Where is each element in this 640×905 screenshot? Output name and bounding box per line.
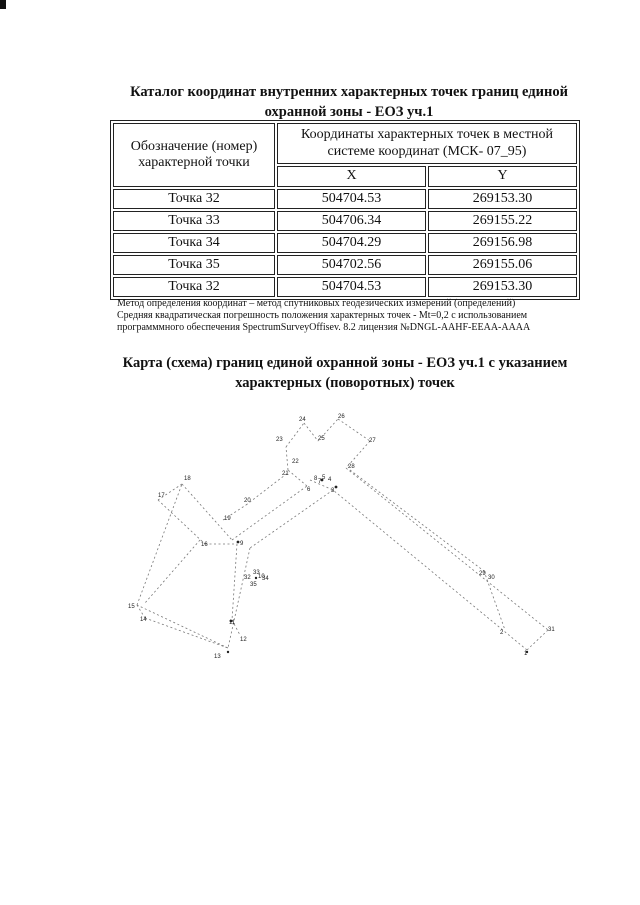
point-label-35: 35	[250, 582, 257, 588]
point-label-21: 21	[282, 471, 289, 477]
point-marker	[227, 651, 229, 653]
point-label-34: 34	[262, 576, 269, 582]
internal-line	[145, 618, 228, 648]
row-y: 269156.98	[428, 233, 577, 253]
map-title: Карта (схема) границ единой охранной зоны - ЕОЗ уч.1 с указанием характерных (поворотных) точек	[122, 355, 568, 391]
point-marker	[335, 486, 338, 489]
point-label-12: 12	[240, 637, 247, 643]
header-y: Y	[428, 166, 577, 187]
point-marker	[255, 577, 257, 579]
boundary-segment	[286, 423, 304, 447]
point-label-29: 29	[479, 571, 486, 577]
header-x: X	[277, 166, 426, 187]
boundary-segment	[137, 484, 182, 605]
boundary-segment	[288, 470, 307, 486]
boundary-lines	[137, 419, 548, 650]
boundary-segment	[338, 419, 370, 441]
row-point: Точка 34	[113, 233, 275, 253]
row-point: Точка 33	[113, 211, 275, 231]
point-label-30: 30	[488, 575, 495, 581]
boundary-segment	[527, 630, 548, 650]
point-markers	[227, 479, 528, 654]
point-labels	[128, 414, 555, 660]
boundary-segment	[346, 468, 548, 630]
row-y: 269153.30	[428, 277, 577, 297]
point-label-32: 32	[244, 575, 251, 581]
row-x: 504704.53	[277, 277, 426, 297]
row-x: 504706.34	[277, 211, 426, 231]
boundary-segment	[304, 423, 318, 441]
point-label-3: 3	[331, 488, 335, 494]
point-label-22: 22	[292, 459, 299, 465]
point-label-31: 31	[548, 627, 555, 633]
point-label-23: 23	[276, 437, 283, 443]
boundary-segment	[250, 490, 333, 548]
header-point-designation: Обозначение (номер) характерной точки	[113, 123, 275, 187]
point-label-2: 2	[500, 630, 504, 636]
point-label-14: 14	[140, 617, 147, 623]
point-label-15: 15	[128, 604, 135, 610]
row-y: 269153.30	[428, 189, 577, 209]
point-label-1: 1	[524, 651, 528, 657]
row-y: 269155.06	[428, 255, 577, 275]
point-label-5: 5	[322, 475, 326, 481]
point-label-28: 28	[348, 464, 355, 470]
note-accuracy: Средняя квадратическая погрешность положения характерных точек - Mt=0,2 с использованием программмного обеспечения SpectrumSurveyOffisev. 8.2 лицензия №DNGL-AAHF-EEAA-AAAA	[117, 310, 531, 333]
point-label-8: 8	[314, 476, 318, 482]
point-label-10: 10	[258, 574, 265, 580]
point-label-18: 18	[184, 476, 191, 482]
point-label-6: 6	[307, 487, 311, 493]
point-label-24: 24	[299, 417, 306, 423]
row-x: 504704.29	[277, 233, 426, 253]
row-y: 269155.22	[428, 211, 577, 231]
point-label-20: 20	[244, 498, 251, 504]
point-label-9: 9	[240, 541, 244, 547]
row-x: 504704.53	[277, 189, 426, 209]
internal-line	[158, 500, 205, 544]
note-method: Метод определения координат – метод спутниковых геодезических измерений (определений)	[117, 298, 516, 309]
boundary-segment	[182, 484, 232, 540]
internal-line	[232, 544, 237, 620]
point-label-17: 17	[158, 493, 165, 499]
point-label-25: 25	[318, 436, 325, 442]
row-point: Точка 32	[113, 189, 275, 209]
point-label-26: 26	[338, 414, 345, 420]
catalog-title: Каталог координат внутренних характерных точек границ единой охранной зоны - ЕОЗ уч.1	[130, 84, 568, 120]
header-coordinates: Координаты характерных точек в местной системе координат (МСК- 07_95)	[277, 123, 577, 164]
point-label-4: 4	[328, 477, 332, 483]
point-label-13: 13	[214, 654, 221, 660]
internal-line	[145, 540, 200, 603]
row-point: Точка 32	[113, 277, 275, 297]
point-label-16: 16	[201, 542, 208, 548]
point-label-27: 27	[369, 438, 376, 444]
boundary-segment	[286, 447, 288, 470]
boundary-segment	[137, 605, 228, 648]
row-x: 504702.56	[277, 255, 426, 275]
point-label-33: 33	[253, 570, 260, 576]
point-label-11: 11	[229, 620, 236, 626]
point-marker	[237, 541, 240, 544]
boundary-segment	[333, 490, 527, 650]
row-point: Точка 35	[113, 255, 275, 275]
point-label-19: 19	[224, 516, 231, 522]
boundary-segment	[232, 486, 307, 540]
point-label-7: 7	[318, 479, 322, 485]
